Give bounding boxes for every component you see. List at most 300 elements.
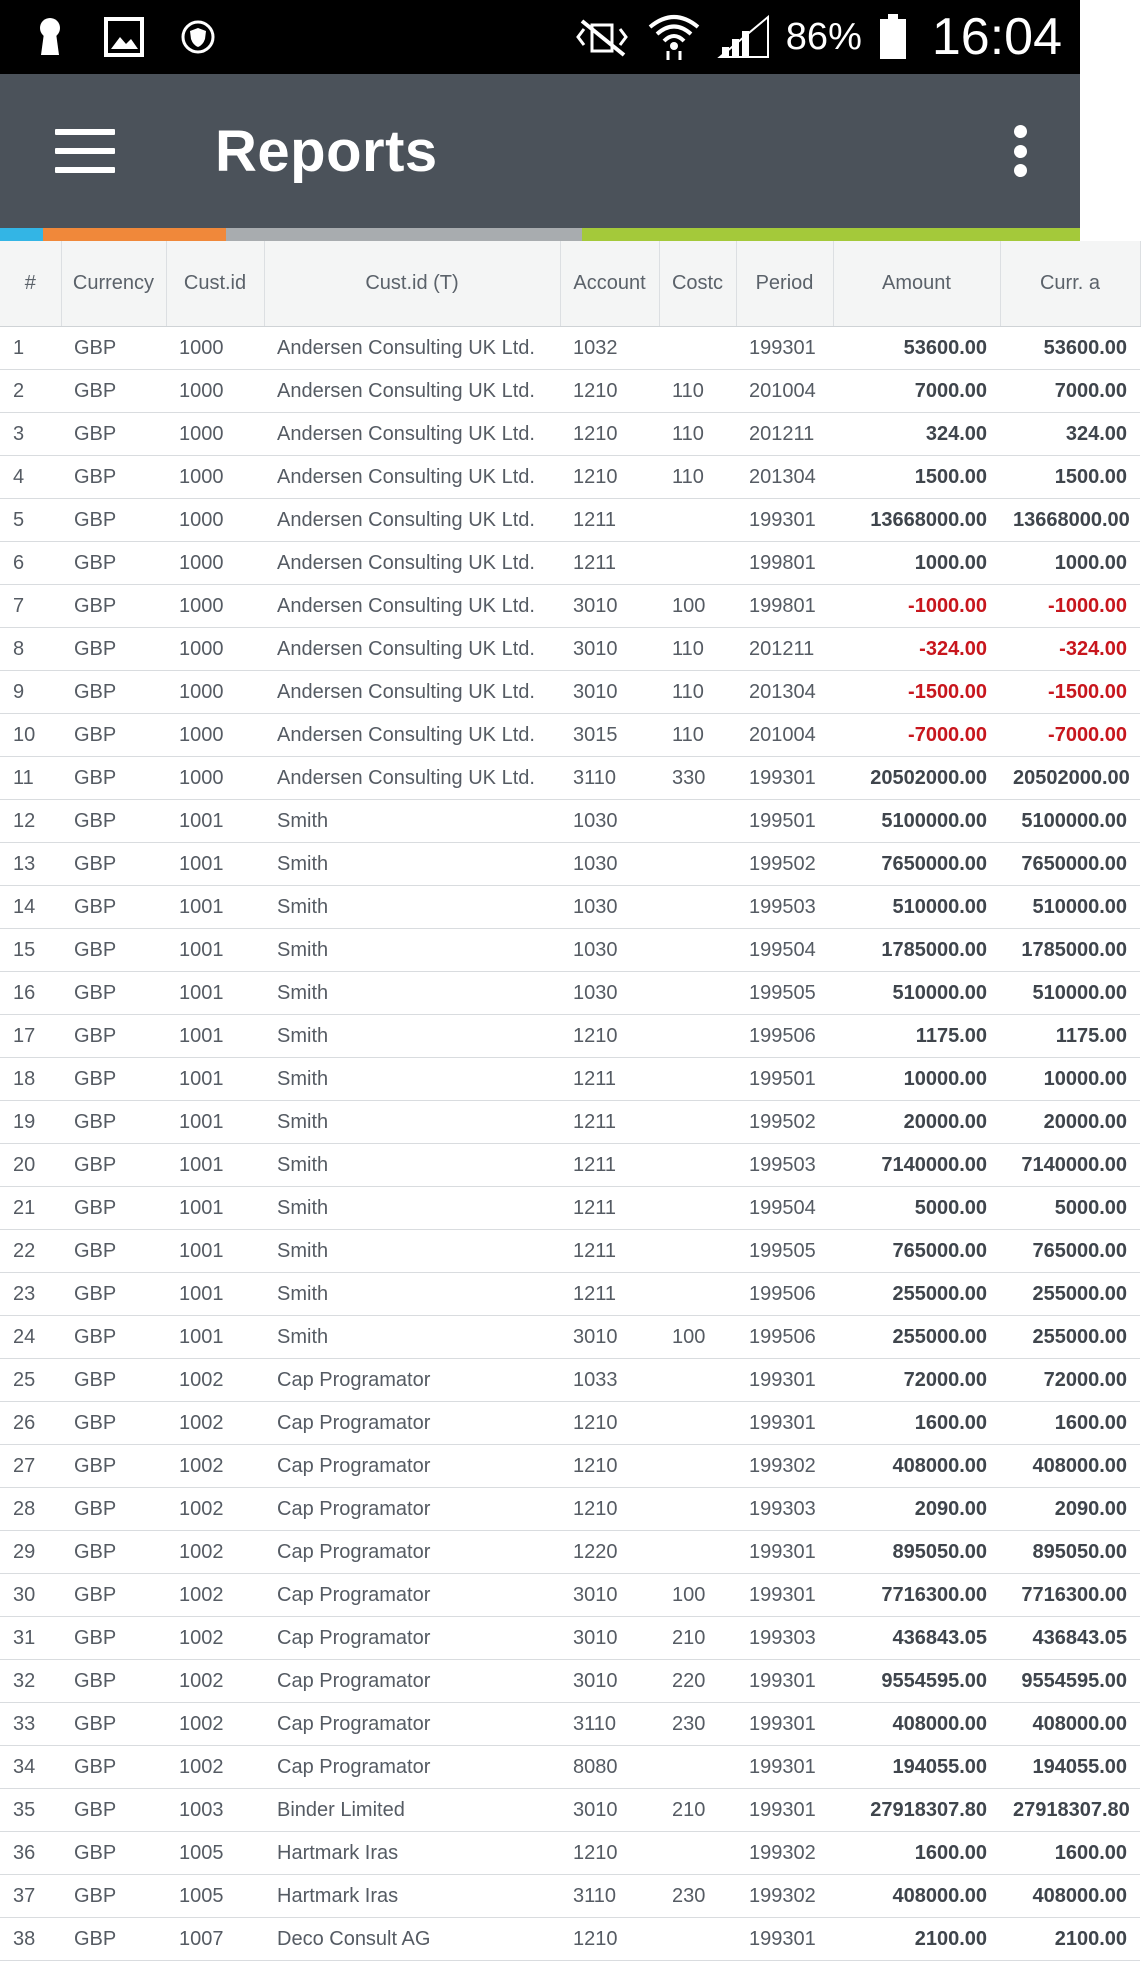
cell-costc [659,1273,736,1316]
cell-index: 14 [0,886,61,929]
accent-strip [0,228,1080,241]
table-row[interactable] [0,1660,1140,1703]
cell-account: 1211 [560,499,659,542]
battery-icon [878,17,908,57]
cell-account: 1210 [560,1488,659,1531]
cell-amount: 1000.00 [833,542,1000,585]
signal-icon [718,17,770,57]
cell-account: 3010 [560,1316,659,1359]
cell-costc [659,929,736,972]
cell-curr-amount: 2100.00 [1000,1918,1140,1961]
cell-index: 9 [0,671,61,714]
cell-index: 10 [0,714,61,757]
cell-account: 1030 [560,929,659,972]
cell-amount: 1785000.00 [833,929,1000,972]
cell-curr-amount: 1600.00 [1000,1832,1140,1875]
cell-cust-id: 1000 [166,327,264,370]
keyhole-icon [30,17,70,57]
cell-cust-id: 1000 [166,456,264,499]
cell-index: 8 [0,628,61,671]
cell-cust-id: 1007 [166,1918,264,1961]
cell-costc: 110 [659,628,736,671]
cell-period: 199301 [736,1703,833,1746]
cell-costc [659,1746,736,1789]
cell-cust-id-text: Andersen Consulting UK Ltd. [264,327,560,370]
table-row[interactable] [0,542,1140,585]
cell-cust-id-text: Andersen Consulting UK Ltd. [264,757,560,800]
cell-cust-id: 1005 [166,1832,264,1875]
column-header-period[interactable]: Period [736,241,833,327]
cell-cust-id-text: Andersen Consulting UK Ltd. [264,585,560,628]
cell-period: 199501 [736,800,833,843]
table-row[interactable] [0,972,1140,1015]
column-header-curr-amount[interactable]: Curr. a [1000,241,1140,327]
cell-account: 1220 [560,1531,659,1574]
cell-cust-id: 1002 [166,1445,264,1488]
cell-period: 199503 [736,1144,833,1187]
cell-index: 16 [0,972,61,1015]
table-row[interactable] [0,1746,1140,1789]
cell-cust-id-text: Smith [264,1015,560,1058]
cell-costc [659,1230,736,1273]
report-table [0,241,1141,1961]
cell-account: 1030 [560,800,659,843]
cell-cust-id: 1001 [166,929,264,972]
cell-period: 199301 [736,757,833,800]
cell-curr-amount: -1500.00 [1000,671,1140,714]
cell-currency: GBP [61,843,166,886]
cell-cust-id-text: Andersen Consulting UK Ltd. [264,499,560,542]
cell-account: 1210 [560,1015,659,1058]
cell-costc: 110 [659,671,736,714]
table-row[interactable] [0,1058,1140,1101]
cell-costc [659,327,736,370]
cell-costc [659,800,736,843]
cell-account: 1211 [560,542,659,585]
cell-cust-id-text: Hartmark Iras [264,1832,560,1875]
cell-currency: GBP [61,1875,166,1918]
cell-amount: 5100000.00 [833,800,1000,843]
cell-cust-id-text: Smith [264,1144,560,1187]
cell-index: 4 [0,456,61,499]
cell-period: 199504 [736,1187,833,1230]
cell-cust-id-text: Smith [264,886,560,929]
cell-currency: GBP [61,1015,166,1058]
cell-costc [659,1402,736,1445]
table-row[interactable] [0,1445,1140,1488]
cell-amount: -1000.00 [833,585,1000,628]
cell-period: 199501 [736,1058,833,1101]
table-row[interactable] [0,585,1140,628]
cell-amount: 2090.00 [833,1488,1000,1531]
cell-cust-id-text: Smith [264,1101,560,1144]
cell-cust-id-text: Smith [264,1187,560,1230]
cell-currency: GBP [61,714,166,757]
cell-account: 3010 [560,628,659,671]
cell-currency: GBP [61,413,166,456]
cell-period: 201004 [736,714,833,757]
cell-amount: -324.00 [833,628,1000,671]
table-row[interactable] [0,499,1140,542]
page-title: Reports [215,118,438,184]
cell-costc [659,1015,736,1058]
cell-account: 3010 [560,1574,659,1617]
cell-period: 199506 [736,1316,833,1359]
cell-cust-id: 1001 [166,843,264,886]
cell-period: 199303 [736,1488,833,1531]
cell-period: 199801 [736,542,833,585]
cell-costc: 100 [659,1574,736,1617]
cell-costc [659,1144,736,1187]
cell-cust-id-text: Andersen Consulting UK Ltd. [264,456,560,499]
cell-account: 1210 [560,456,659,499]
table-row[interactable] [0,1789,1140,1832]
cell-curr-amount: 255000.00 [1000,1273,1140,1316]
cell-index: 32 [0,1660,61,1703]
cell-index: 17 [0,1015,61,1058]
report-table-container[interactable] [0,241,1130,1950]
cell-cust-id-text: Cap Programator [264,1445,560,1488]
cell-costc [659,1488,736,1531]
table-row[interactable] [0,1574,1140,1617]
table-row[interactable] [0,1617,1140,1660]
cell-currency: GBP [61,1058,166,1101]
cell-account: 1211 [560,1187,659,1230]
cell-amount: 1500.00 [833,456,1000,499]
cell-curr-amount: 7140000.00 [1000,1144,1140,1187]
cell-costc: 110 [659,413,736,456]
cell-amount: 408000.00 [833,1875,1000,1918]
cell-cust-id: 1003 [166,1789,264,1832]
cell-cust-id-text: Smith [264,1230,560,1273]
cell-cust-id-text: Cap Programator [264,1617,560,1660]
cell-period: 201304 [736,456,833,499]
table-row[interactable] [0,1918,1140,1961]
cell-amount: 510000.00 [833,972,1000,1015]
cell-curr-amount: 20502000.00 [1000,757,1140,800]
cell-cust-id: 1002 [166,1617,264,1660]
cell-cust-id-text: Cap Programator [264,1574,560,1617]
cell-currency: GBP [61,327,166,370]
cell-period: 199302 [736,1832,833,1875]
cell-cust-id-text: Smith [264,972,560,1015]
cell-curr-amount: -1000.00 [1000,585,1140,628]
cell-curr-amount: 1785000.00 [1000,929,1140,972]
cell-cust-id-text: Andersen Consulting UK Ltd. [264,542,560,585]
cell-currency: GBP [61,972,166,1015]
cell-costc: 230 [659,1703,736,1746]
cell-currency: GBP [61,757,166,800]
cell-currency: GBP [61,1918,166,1961]
column-header-account[interactable]: Account [560,241,659,327]
column-header-costc[interactable]: Costc [659,241,736,327]
cell-currency: GBP [61,1230,166,1273]
cell-index: 30 [0,1574,61,1617]
hamburger-menu-icon[interactable] [55,129,115,173]
table-row[interactable] [0,1316,1140,1359]
cell-period: 199301 [736,1746,833,1789]
table-row[interactable] [0,413,1140,456]
cell-curr-amount: 408000.00 [1000,1703,1140,1746]
cell-currency: GBP [61,1445,166,1488]
cell-currency: GBP [61,1746,166,1789]
cell-currency: GBP [61,542,166,585]
cell-cust-id-text: Cap Programator [264,1746,560,1789]
cell-costc: 230 [659,1875,736,1918]
cell-period: 199301 [736,1918,833,1961]
cell-amount: 7650000.00 [833,843,1000,886]
cell-account: 1211 [560,1058,659,1101]
table-row[interactable] [0,456,1140,499]
cell-index: 34 [0,1746,61,1789]
cell-curr-amount: 5000.00 [1000,1187,1140,1230]
cell-curr-amount: 895050.00 [1000,1531,1140,1574]
cell-curr-amount: 408000.00 [1000,1445,1140,1488]
cell-period: 199301 [736,1574,833,1617]
cell-amount: 9554595.00 [833,1660,1000,1703]
cell-account: 3015 [560,714,659,757]
cell-cust-id: 1001 [166,1144,264,1187]
cell-cust-id-text: Andersen Consulting UK Ltd. [264,628,560,671]
cell-cust-id: 1001 [166,886,264,929]
cell-costc [659,1445,736,1488]
cell-cust-id-text: Cap Programator [264,1488,560,1531]
cell-currency: GBP [61,1832,166,1875]
table-row[interactable] [0,714,1140,757]
cell-index: 25 [0,1359,61,1402]
cell-index: 3 [0,413,61,456]
cell-amount: 10000.00 [833,1058,1000,1101]
cell-period: 201004 [736,370,833,413]
cell-cust-id: 1000 [166,671,264,714]
cell-amount: 53600.00 [833,327,1000,370]
cell-amount: 1600.00 [833,1402,1000,1445]
cell-index: 19 [0,1101,61,1144]
cell-index: 15 [0,929,61,972]
cell-account: 3110 [560,1703,659,1746]
table-row[interactable] [0,1832,1140,1875]
column-header-currency[interactable]: Currency [61,241,166,327]
cell-period: 199302 [736,1875,833,1918]
cell-index: 13 [0,843,61,886]
cell-curr-amount: 510000.00 [1000,972,1140,1015]
cell-amount: 7716300.00 [833,1574,1000,1617]
cell-period: 199503 [736,886,833,929]
cell-cust-id-text: Cap Programator [264,1402,560,1445]
cell-account: 3010 [560,1660,659,1703]
table-row[interactable] [0,1230,1140,1273]
table-row[interactable] [0,1875,1140,1918]
table-row[interactable] [0,628,1140,671]
cell-amount: 324.00 [833,413,1000,456]
cell-curr-amount: 765000.00 [1000,1230,1140,1273]
cell-cust-id: 1000 [166,499,264,542]
cell-account: 3010 [560,585,659,628]
table-row[interactable] [0,1531,1140,1574]
cell-cust-id: 1002 [166,1488,264,1531]
cell-amount: 72000.00 [833,1359,1000,1402]
cell-cust-id-text: Smith [264,1316,560,1359]
column-header-cust-id-text[interactable]: Cust.id (T) [264,241,560,327]
column-header-amount[interactable]: Amount [833,241,1000,327]
cell-index: 6 [0,542,61,585]
cell-curr-amount: 510000.00 [1000,886,1140,929]
cell-currency: GBP [61,1316,166,1359]
cell-period: 199301 [736,499,833,542]
cell-curr-amount: 10000.00 [1000,1058,1140,1101]
cell-cust-id-text: Smith [264,800,560,843]
table-row[interactable] [0,1144,1140,1187]
cell-currency: GBP [61,1402,166,1445]
battery-percent: 86% [785,15,862,58]
cell-currency: GBP [61,1789,166,1832]
cell-costc [659,499,736,542]
cell-period: 199303 [736,1617,833,1660]
cell-cust-id-text: Andersen Consulting UK Ltd. [264,370,560,413]
cell-curr-amount: -324.00 [1000,628,1140,671]
cell-costc [659,1359,736,1402]
cell-account: 1211 [560,1230,659,1273]
cell-index: 24 [0,1316,61,1359]
cell-costc [659,1531,736,1574]
table-row[interactable] [0,671,1140,714]
cell-currency: GBP [61,1574,166,1617]
cell-amount: 895050.00 [833,1531,1000,1574]
cell-cust-id: 1000 [166,413,264,456]
table-row[interactable] [0,1703,1140,1746]
table-row[interactable] [0,757,1140,800]
cell-account: 1030 [560,972,659,1015]
table-row[interactable] [0,1101,1140,1144]
table-row[interactable] [0,886,1140,929]
cell-curr-amount: 20000.00 [1000,1101,1140,1144]
cell-account: 8080 [560,1746,659,1789]
table-row[interactable] [0,929,1140,972]
cell-cust-id: 1001 [166,800,264,843]
cell-curr-amount: 1175.00 [1000,1015,1140,1058]
cell-index: 22 [0,1230,61,1273]
cell-costc: 110 [659,714,736,757]
cell-period: 199301 [736,1402,833,1445]
cell-cust-id: 1000 [166,370,264,413]
table-row[interactable] [0,843,1140,886]
cell-curr-amount: 7716300.00 [1000,1574,1140,1617]
cell-account: 1032 [560,327,659,370]
table-row[interactable] [0,1359,1140,1402]
cell-amount: 2100.00 [833,1918,1000,1961]
cell-period: 199301 [736,1660,833,1703]
cell-period: 199302 [736,1445,833,1488]
cell-curr-amount: 53600.00 [1000,327,1140,370]
app-bar [0,74,1080,228]
cell-cust-id: 1002 [166,1660,264,1703]
cell-costc [659,1832,736,1875]
cell-cust-id: 1002 [166,1703,264,1746]
cell-curr-amount: 7000.00 [1000,370,1140,413]
cell-period: 199301 [736,327,833,370]
table-row[interactable] [0,370,1140,413]
cell-cust-id: 1000 [166,628,264,671]
table-row[interactable] [0,1015,1140,1058]
cell-index: 5 [0,499,61,542]
cell-amount: 765000.00 [833,1230,1000,1273]
column-header-cust-id[interactable]: Cust.id [166,241,264,327]
cell-cust-id-text: Hartmark Iras [264,1875,560,1918]
cell-cust-id: 1001 [166,1187,264,1230]
cell-costc: 210 [659,1617,736,1660]
cell-costc [659,843,736,886]
cell-period: 199506 [736,1015,833,1058]
cell-curr-amount: 1500.00 [1000,456,1140,499]
cell-curr-amount: 194055.00 [1000,1746,1140,1789]
cell-currency: GBP [61,1617,166,1660]
cell-period: 199505 [736,972,833,1015]
table-row[interactable] [0,800,1140,843]
table-row[interactable] [0,1273,1140,1316]
cell-currency: GBP [61,929,166,972]
image-icon [104,17,144,57]
cell-amount: 1600.00 [833,1832,1000,1875]
cell-index: 21 [0,1187,61,1230]
cell-account: 3010 [560,1617,659,1660]
cell-cust-id: 1000 [166,585,264,628]
cell-currency: GBP [61,585,166,628]
overflow-menu-icon[interactable] [1010,125,1030,177]
cell-period: 201211 [736,628,833,671]
cell-index: 37 [0,1875,61,1918]
cell-amount: 194055.00 [833,1746,1000,1789]
cell-period: 199301 [736,1789,833,1832]
cell-account: 3110 [560,757,659,800]
table-header-row [0,241,1140,327]
table-body [0,327,1140,1961]
cell-costc: 100 [659,1316,736,1359]
cell-costc [659,972,736,1015]
cell-cust-id: 1002 [166,1574,264,1617]
cell-costc: 100 [659,585,736,628]
column-header-index[interactable]: # [0,241,61,327]
cell-amount: 1175.00 [833,1015,1000,1058]
table-row[interactable] [0,1187,1140,1230]
cell-cust-id: 1000 [166,757,264,800]
cell-currency: GBP [61,628,166,671]
cell-index: 2 [0,370,61,413]
cell-index: 38 [0,1918,61,1961]
shield-icon [178,17,218,57]
cell-cust-id: 1001 [166,1101,264,1144]
table-row[interactable] [0,1488,1140,1531]
cell-amount: 27918307.80 [833,1789,1000,1832]
cell-account: 1210 [560,1918,659,1961]
table-row[interactable] [0,327,1140,370]
cell-period: 199801 [736,585,833,628]
cell-cust-id: 1001 [166,1316,264,1359]
cell-cust-id-text: Smith [264,1058,560,1101]
table-row[interactable] [0,1402,1140,1445]
cell-currency: GBP [61,1187,166,1230]
cell-cust-id-text: Andersen Consulting UK Ltd. [264,714,560,757]
cell-currency: GBP [61,1144,166,1187]
cell-curr-amount: 5100000.00 [1000,800,1140,843]
cell-account: 1033 [560,1359,659,1402]
cell-currency: GBP [61,886,166,929]
cell-cust-id: 1001 [166,1058,264,1101]
cell-period: 199301 [736,1359,833,1402]
vibrate-mute-icon [574,17,630,57]
cell-curr-amount: 72000.00 [1000,1359,1140,1402]
cell-amount: 436843.05 [833,1617,1000,1660]
cell-period: 199506 [736,1273,833,1316]
